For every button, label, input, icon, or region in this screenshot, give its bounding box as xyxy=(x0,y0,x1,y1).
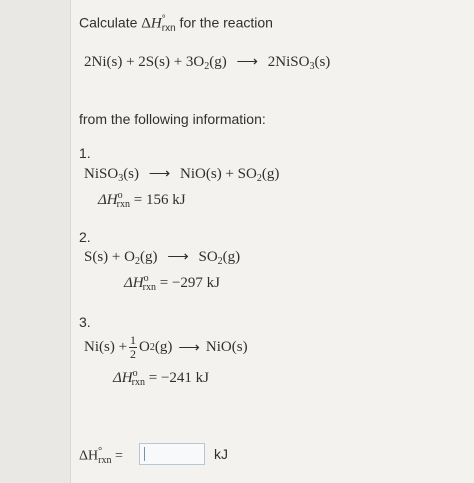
step-1-equation: NiSO$_3$(s) ⟶ $NiO(s) + SO_2(g)$ xyxy=(84,166,280,184)
info-heading: from the following information: xyxy=(79,111,266,127)
answer-unit: kJ xyxy=(214,446,228,462)
step-1-enthalpy: $\Delta H^o_{rxn} = 156$ kJ xyxy=(98,190,186,210)
overall-reaction: $2Ni(s) + 2S(s) + 3O_2(g)$ ⟶ 2NiSO$_3$(s) xyxy=(84,54,331,72)
step-3-equation: Ni(s) + $\frac{1}{2}$ O 2 (g) ⟶ NiO(s) xyxy=(84,332,248,361)
text-caret xyxy=(144,447,145,461)
step-2-equation: $S(s) + O_2(g)$ ⟶ $SO_2(g)$ xyxy=(84,249,241,267)
panel-divider xyxy=(70,0,71,483)
question-prompt: Calculate $\Delta H^\circ_{rxn}$ for the reaction xyxy=(79,14,273,34)
step-2-number: 2. xyxy=(79,229,91,245)
step-2-enthalpy: $\Delta H^o_{rxn} = -297$ kJ xyxy=(124,273,220,293)
step-1-number: 1. xyxy=(79,145,91,161)
one-half-fraction: $\frac{1}{2}$ xyxy=(130,332,137,361)
answer-label: $\Delta H^\circ_{rxn}$ = xyxy=(79,446,123,466)
step-3-enthalpy: $\Delta H^o_{rxn} = -241$ kJ xyxy=(113,368,209,388)
question-panel xyxy=(70,0,474,483)
answer-input[interactable] xyxy=(139,443,205,465)
step-3-number: 3. xyxy=(79,314,91,330)
